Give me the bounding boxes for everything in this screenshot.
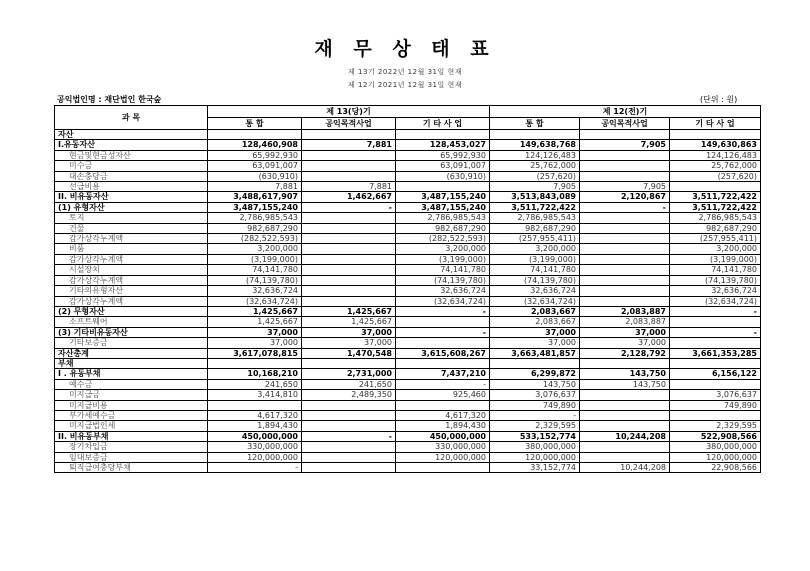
prior-other-cell: 25,762,000 (670, 161, 761, 171)
unit-label: (단위 : 원) (700, 95, 738, 104)
current-public-cell (302, 223, 396, 233)
prior-public-cell: 10,244,208 (580, 463, 670, 473)
current-public-cell (302, 452, 396, 462)
table-row (55, 140, 761, 150)
current-total-cell: 37,000 (208, 327, 302, 337)
prior-public-cell: 143,750 (580, 369, 670, 379)
prior-period: 제 12기 2021년 12월 31일 현재 (348, 81, 462, 89)
account-label: II. 비유동부채 (55, 431, 208, 441)
header-current-period: 제 13(당)기 (208, 106, 490, 118)
current-public-cell: 2,489,350 (302, 390, 396, 400)
current-total-cell: 4,617,320 (208, 410, 302, 420)
prior-public-cell (580, 234, 670, 244)
current-public-cell (302, 254, 396, 264)
current-other-cell (396, 182, 490, 192)
current-other-cell: 982,687,290 (396, 223, 490, 233)
corporation-name: 공익법인명 : 재단법인 한국숲 (57, 95, 162, 104)
table-row (55, 234, 761, 244)
prior-total-cell: 3,200,000 (490, 244, 580, 254)
prior-total-cell: (32,634,724) (490, 296, 580, 306)
table-row (55, 317, 761, 327)
current-other-cell: - (396, 327, 490, 337)
prior-public-cell: 37,000 (580, 338, 670, 348)
current-public-cell (302, 150, 396, 160)
current-total-cell: (282,522,593) (208, 234, 302, 244)
header-account: 과 목 (55, 106, 208, 130)
current-other-cell: 120,000,000 (396, 452, 490, 462)
account-label: 감가상각누계액 (55, 234, 208, 244)
prior-other-cell: 22,908,566 (670, 463, 761, 473)
account-label: 퇴직급여충당부채 (55, 463, 208, 473)
current-total-cell: (32,634,724) (208, 296, 302, 306)
table-row (55, 192, 761, 202)
current-other-cell: 925,460 (396, 390, 490, 400)
current-public-cell: 1,425,667 (302, 306, 396, 316)
current-public-cell (302, 410, 396, 420)
current-total-cell: 3,414,810 (208, 390, 302, 400)
prior-total-cell: (257,620) (490, 171, 580, 181)
prior-total-cell: 124,126,483 (490, 150, 580, 160)
prior-total-cell: 3,663,481,857 (490, 348, 580, 358)
current-other-cell: 3,615,608,267 (396, 348, 490, 358)
table-row (55, 223, 761, 233)
prior-total-cell: 74,141,780 (490, 265, 580, 275)
table-row (55, 286, 761, 296)
current-other-cell (396, 130, 490, 140)
current-total-cell: 1,425,667 (208, 317, 302, 327)
current-public-cell: 1,425,667 (302, 317, 396, 327)
current-total-cell: 3,200,000 (208, 244, 302, 254)
current-other-cell (396, 400, 490, 410)
account-label: 시설장치 (55, 265, 208, 275)
current-total-cell: 2,786,985,543 (208, 213, 302, 223)
prior-other-cell: 120,000,000 (670, 452, 761, 462)
current-public-cell: 37,000 (302, 338, 396, 348)
current-public-cell (302, 244, 396, 254)
prior-public-cell (580, 358, 670, 368)
current-public-cell (302, 421, 396, 431)
current-total-cell (208, 358, 302, 368)
prior-public-cell (580, 171, 670, 181)
prior-total-cell: 982,687,290 (490, 223, 580, 233)
current-total-cell: 128,460,908 (208, 140, 302, 150)
account-label: 건물 (55, 223, 208, 233)
account-label: 자산 (55, 130, 208, 140)
table-row (55, 338, 761, 348)
table-row (55, 348, 761, 358)
header-prior-period: 제 12(전)기 (490, 106, 761, 118)
prior-public-cell (580, 244, 670, 254)
prior-public-cell (580, 410, 670, 420)
current-public-cell: 7,881 (302, 182, 396, 192)
current-total-cell: 74,141,780 (208, 265, 302, 275)
account-label: 감가상각누계액 (55, 296, 208, 306)
account-label: 자산총계 (55, 348, 208, 358)
table-row (55, 306, 761, 316)
prior-other-cell (670, 338, 761, 348)
prior-total-cell: 749,890 (490, 400, 580, 410)
header-prior-other: 기 타 사 업 (670, 118, 761, 130)
prior-other-cell (670, 317, 761, 327)
table-row (55, 265, 761, 275)
current-public-cell (302, 463, 396, 473)
prior-other-cell: - (670, 306, 761, 316)
prior-total-cell: 3,076,637 (490, 390, 580, 400)
header-prior-total: 통 합 (490, 118, 580, 130)
prior-public-cell (580, 286, 670, 296)
current-public-cell (302, 275, 396, 285)
table-row (55, 463, 761, 473)
current-total-cell: 450,000,000 (208, 431, 302, 441)
table-row (55, 244, 761, 254)
prior-public-cell (580, 254, 670, 264)
prior-public-cell: 7,905 (580, 140, 670, 150)
prior-total-cell: 2,786,985,543 (490, 213, 580, 223)
prior-other-cell: (257,620) (670, 171, 761, 181)
current-total-cell: 120,000,000 (208, 452, 302, 462)
current-total-cell: 3,487,155,240 (208, 202, 302, 212)
account-label: 감가상각누계액 (55, 275, 208, 285)
prior-total-cell: 33,152,774 (490, 463, 580, 473)
prior-other-cell: 3,661,353,285 (670, 348, 761, 358)
current-public-cell: - (302, 202, 396, 212)
current-other-cell: (74,139,780) (396, 275, 490, 285)
account-label: I.유동자산 (55, 140, 208, 150)
current-public-cell: 37,000 (302, 327, 396, 337)
prior-public-cell (580, 150, 670, 160)
current-other-cell: (630,910) (396, 171, 490, 181)
prior-public-cell: 2,083,887 (580, 317, 670, 327)
current-public-cell (302, 234, 396, 244)
current-other-cell: 3,487,155,240 (396, 202, 490, 212)
current-other-cell: 1,894,430 (396, 421, 490, 431)
table-row (55, 442, 761, 452)
current-public-cell: 241,650 (302, 379, 396, 389)
prior-public-cell: 2,120,867 (580, 192, 670, 202)
prior-total-cell: 32,636,724 (490, 286, 580, 296)
account-label: 비품 (55, 244, 208, 254)
current-total-cell: 3,488,617,907 (208, 192, 302, 202)
table-row (55, 150, 761, 160)
prior-other-cell: 6,156,122 (670, 369, 761, 379)
table-row (55, 327, 761, 337)
current-total-cell: 7,881 (208, 182, 302, 192)
current-total-cell: (74,139,780) (208, 275, 302, 285)
current-other-cell: 32,636,724 (396, 286, 490, 296)
prior-total-cell: 2,329,595 (490, 421, 580, 431)
prior-public-cell (580, 452, 670, 462)
prior-other-cell (670, 358, 761, 368)
account-label: 기타의유형자산 (55, 286, 208, 296)
current-total-cell: 63,091,007 (208, 161, 302, 171)
prior-total-cell: 37,000 (490, 338, 580, 348)
account-label: 토지 (55, 213, 208, 223)
current-other-cell: (3,199,000) (396, 254, 490, 264)
prior-total-cell: 2,083,667 (490, 317, 580, 327)
current-public-cell: 2,731,000 (302, 369, 396, 379)
table-row (55, 161, 761, 171)
current-public-cell: - (302, 431, 396, 441)
account-label: 미지급법인세 (55, 421, 208, 431)
current-total-cell: (630,910) (208, 171, 302, 181)
account-label: (3) 기타비유동자산 (55, 327, 208, 337)
prior-other-cell (670, 182, 761, 192)
current-total-cell: 241,650 (208, 379, 302, 389)
account-label: 부채 (55, 358, 208, 368)
table-row (55, 390, 761, 400)
account-label: 장기차입금 (55, 442, 208, 452)
table-row (55, 410, 761, 420)
current-period: 제 13기 2022년 12월 31일 현재 (348, 68, 462, 76)
current-public-cell: 1,470,548 (302, 348, 396, 358)
prior-other-cell: 3,511,722,422 (670, 192, 761, 202)
current-total-cell: 10,168,210 (208, 369, 302, 379)
prior-public-cell: 10,244,208 (580, 431, 670, 441)
header-prior-public: 공익목적사업 (580, 118, 670, 130)
header-current-other: 기 타 사 업 (396, 118, 490, 130)
current-public-cell (302, 265, 396, 275)
prior-other-cell (670, 130, 761, 140)
prior-other-cell: 522,908,566 (670, 431, 761, 441)
current-public-cell: 1,462,667 (302, 192, 396, 202)
prior-total-cell: - (490, 410, 580, 420)
table-row (55, 254, 761, 264)
prior-other-cell: 32,636,724 (670, 286, 761, 296)
table-row (55, 400, 761, 410)
current-other-cell (396, 338, 490, 348)
prior-other-cell: 2,329,595 (670, 421, 761, 431)
prior-public-cell (580, 213, 670, 223)
current-other-cell: (282,522,593) (396, 234, 490, 244)
account-label: 미수금 (55, 161, 208, 171)
table-row (55, 379, 761, 389)
document-title: 재 무 상 태 표 (314, 38, 496, 60)
prior-other-cell: 3,076,637 (670, 390, 761, 400)
prior-other-cell: 74,141,780 (670, 265, 761, 275)
prior-public-cell: 143,750 (580, 379, 670, 389)
prior-total-cell: 6,299,872 (490, 369, 580, 379)
account-label: 선급비용 (55, 182, 208, 192)
current-other-cell: - (396, 379, 490, 389)
current-total-cell: 330,000,000 (208, 442, 302, 452)
prior-other-cell: 749,890 (670, 400, 761, 410)
prior-total-cell: 143,750 (490, 379, 580, 389)
prior-total-cell (490, 358, 580, 368)
prior-other-cell: 124,126,483 (670, 150, 761, 160)
account-label: 예수금 (55, 379, 208, 389)
account-label: 기타보증금 (55, 338, 208, 348)
account-label: 감가상각누계액 (55, 254, 208, 264)
prior-public-cell (580, 400, 670, 410)
prior-public-cell: 2,128,792 (580, 348, 670, 358)
prior-total-cell: (257,955,411) (490, 234, 580, 244)
current-other-cell: 330,000,000 (396, 442, 490, 452)
prior-total-cell: 25,762,000 (490, 161, 580, 171)
header-current-public: 공익목적사업 (302, 118, 396, 130)
current-total-cell: 1,425,667 (208, 306, 302, 316)
prior-public-cell (580, 130, 670, 140)
account-label: 소프트웨어 (55, 317, 208, 327)
current-public-cell (302, 358, 396, 368)
prior-other-cell: (257,955,411) (670, 234, 761, 244)
header-current-total: 통 합 (208, 118, 302, 130)
prior-other-cell (670, 410, 761, 420)
prior-public-cell: - (580, 202, 670, 212)
table-row (55, 130, 761, 140)
current-public-cell (302, 296, 396, 306)
prior-total-cell: 149,638,768 (490, 140, 580, 150)
prior-other-cell (670, 379, 761, 389)
prior-other-cell: 149,630,863 (670, 140, 761, 150)
table-row (55, 358, 761, 368)
account-label: 부가세예수금 (55, 410, 208, 420)
prior-total-cell: 120,000,000 (490, 452, 580, 462)
current-public-cell (302, 286, 396, 296)
table-row (55, 296, 761, 306)
prior-total-cell: 380,000,000 (490, 442, 580, 452)
prior-total-cell: 7,905 (490, 182, 580, 192)
prior-other-cell: 3,511,722,422 (670, 202, 761, 212)
table-row (55, 171, 761, 181)
prior-total-cell: 3,511,722,422 (490, 202, 580, 212)
prior-public-cell: 7,905 (580, 182, 670, 192)
account-label: 대손충당금 (55, 171, 208, 181)
current-total-cell: 982,687,290 (208, 223, 302, 233)
table-row (55, 182, 761, 192)
prior-public-cell (580, 390, 670, 400)
account-label: 미지급비용 (55, 400, 208, 410)
current-other-cell: (32,634,724) (396, 296, 490, 306)
current-total-cell (208, 400, 302, 410)
current-public-cell (302, 161, 396, 171)
current-public-cell (302, 213, 396, 223)
account-label: (2) 무형자산 (55, 306, 208, 316)
current-public-cell (302, 130, 396, 140)
current-other-cell: 3,487,155,240 (396, 192, 490, 202)
prior-other-cell: (32,634,724) (670, 296, 761, 306)
prior-total-cell: (3,199,000) (490, 254, 580, 264)
prior-total-cell: 533,152,774 (490, 431, 580, 441)
prior-other-cell: 982,687,290 (670, 223, 761, 233)
table-row (55, 213, 761, 223)
current-other-cell: 7,437,210 (396, 369, 490, 379)
table-row (55, 421, 761, 431)
account-label: 현금및현금성자산 (55, 150, 208, 160)
current-other-cell: 128,453,027 (396, 140, 490, 150)
prior-public-cell (580, 275, 670, 285)
table-row (55, 431, 761, 441)
balance-sheet-table (54, 105, 761, 473)
current-public-cell: 7,881 (302, 140, 396, 150)
current-other-cell (396, 317, 490, 327)
current-total-cell (208, 130, 302, 140)
current-total-cell: 65,992,930 (208, 150, 302, 160)
table-body (55, 130, 761, 473)
current-total-cell: 1,894,430 (208, 421, 302, 431)
prior-public-cell (580, 421, 670, 431)
table-row (55, 452, 761, 462)
prior-other-cell: - (670, 327, 761, 337)
current-total-cell: 37,000 (208, 338, 302, 348)
account-label: II. 비유동자산 (55, 192, 208, 202)
prior-other-cell: (74,139,780) (670, 275, 761, 285)
prior-total-cell: 37,000 (490, 327, 580, 337)
prior-other-cell: 380,000,000 (670, 442, 761, 452)
current-public-cell (302, 400, 396, 410)
prior-public-cell (580, 265, 670, 275)
prior-public-cell (580, 296, 670, 306)
current-total-cell: 32,636,724 (208, 286, 302, 296)
table-row (55, 275, 761, 285)
prior-public-cell: 37,000 (580, 327, 670, 337)
current-other-cell: 4,617,320 (396, 410, 490, 420)
account-label: I . 유동부채 (55, 369, 208, 379)
prior-total-cell: 2,083,667 (490, 306, 580, 316)
current-other-cell: 65,992,930 (396, 150, 490, 160)
current-other-cell (396, 463, 490, 473)
current-public-cell (302, 171, 396, 181)
current-other-cell: 63,091,007 (396, 161, 490, 171)
current-other-cell: 450,000,000 (396, 431, 490, 441)
current-total-cell: (3,199,000) (208, 254, 302, 264)
account-label: 미지급금 (55, 390, 208, 400)
current-other-cell: 74,141,780 (396, 265, 490, 275)
prior-total-cell (490, 130, 580, 140)
prior-total-cell: 3,513,843,089 (490, 192, 580, 202)
current-other-cell: 2,786,985,543 (396, 213, 490, 223)
account-label: (1) 유형자산 (55, 202, 208, 212)
prior-other-cell: 2,786,985,543 (670, 213, 761, 223)
prior-public-cell (580, 442, 670, 452)
prior-public-cell (580, 161, 670, 171)
current-other-cell (396, 358, 490, 368)
table-row (55, 202, 761, 212)
prior-total-cell: (74,139,780) (490, 275, 580, 285)
current-total-cell: 3,617,078,815 (208, 348, 302, 358)
table-row (55, 369, 761, 379)
current-total-cell: - (208, 463, 302, 473)
current-public-cell (302, 442, 396, 452)
prior-public-cell (580, 223, 670, 233)
prior-other-cell: 3,200,000 (670, 244, 761, 254)
prior-public-cell: 2,083,887 (580, 306, 670, 316)
current-other-cell: 3,200,000 (396, 244, 490, 254)
current-other-cell: - (396, 306, 490, 316)
account-label: 임대보증금 (55, 452, 208, 462)
prior-other-cell: (3,199,000) (670, 254, 761, 264)
